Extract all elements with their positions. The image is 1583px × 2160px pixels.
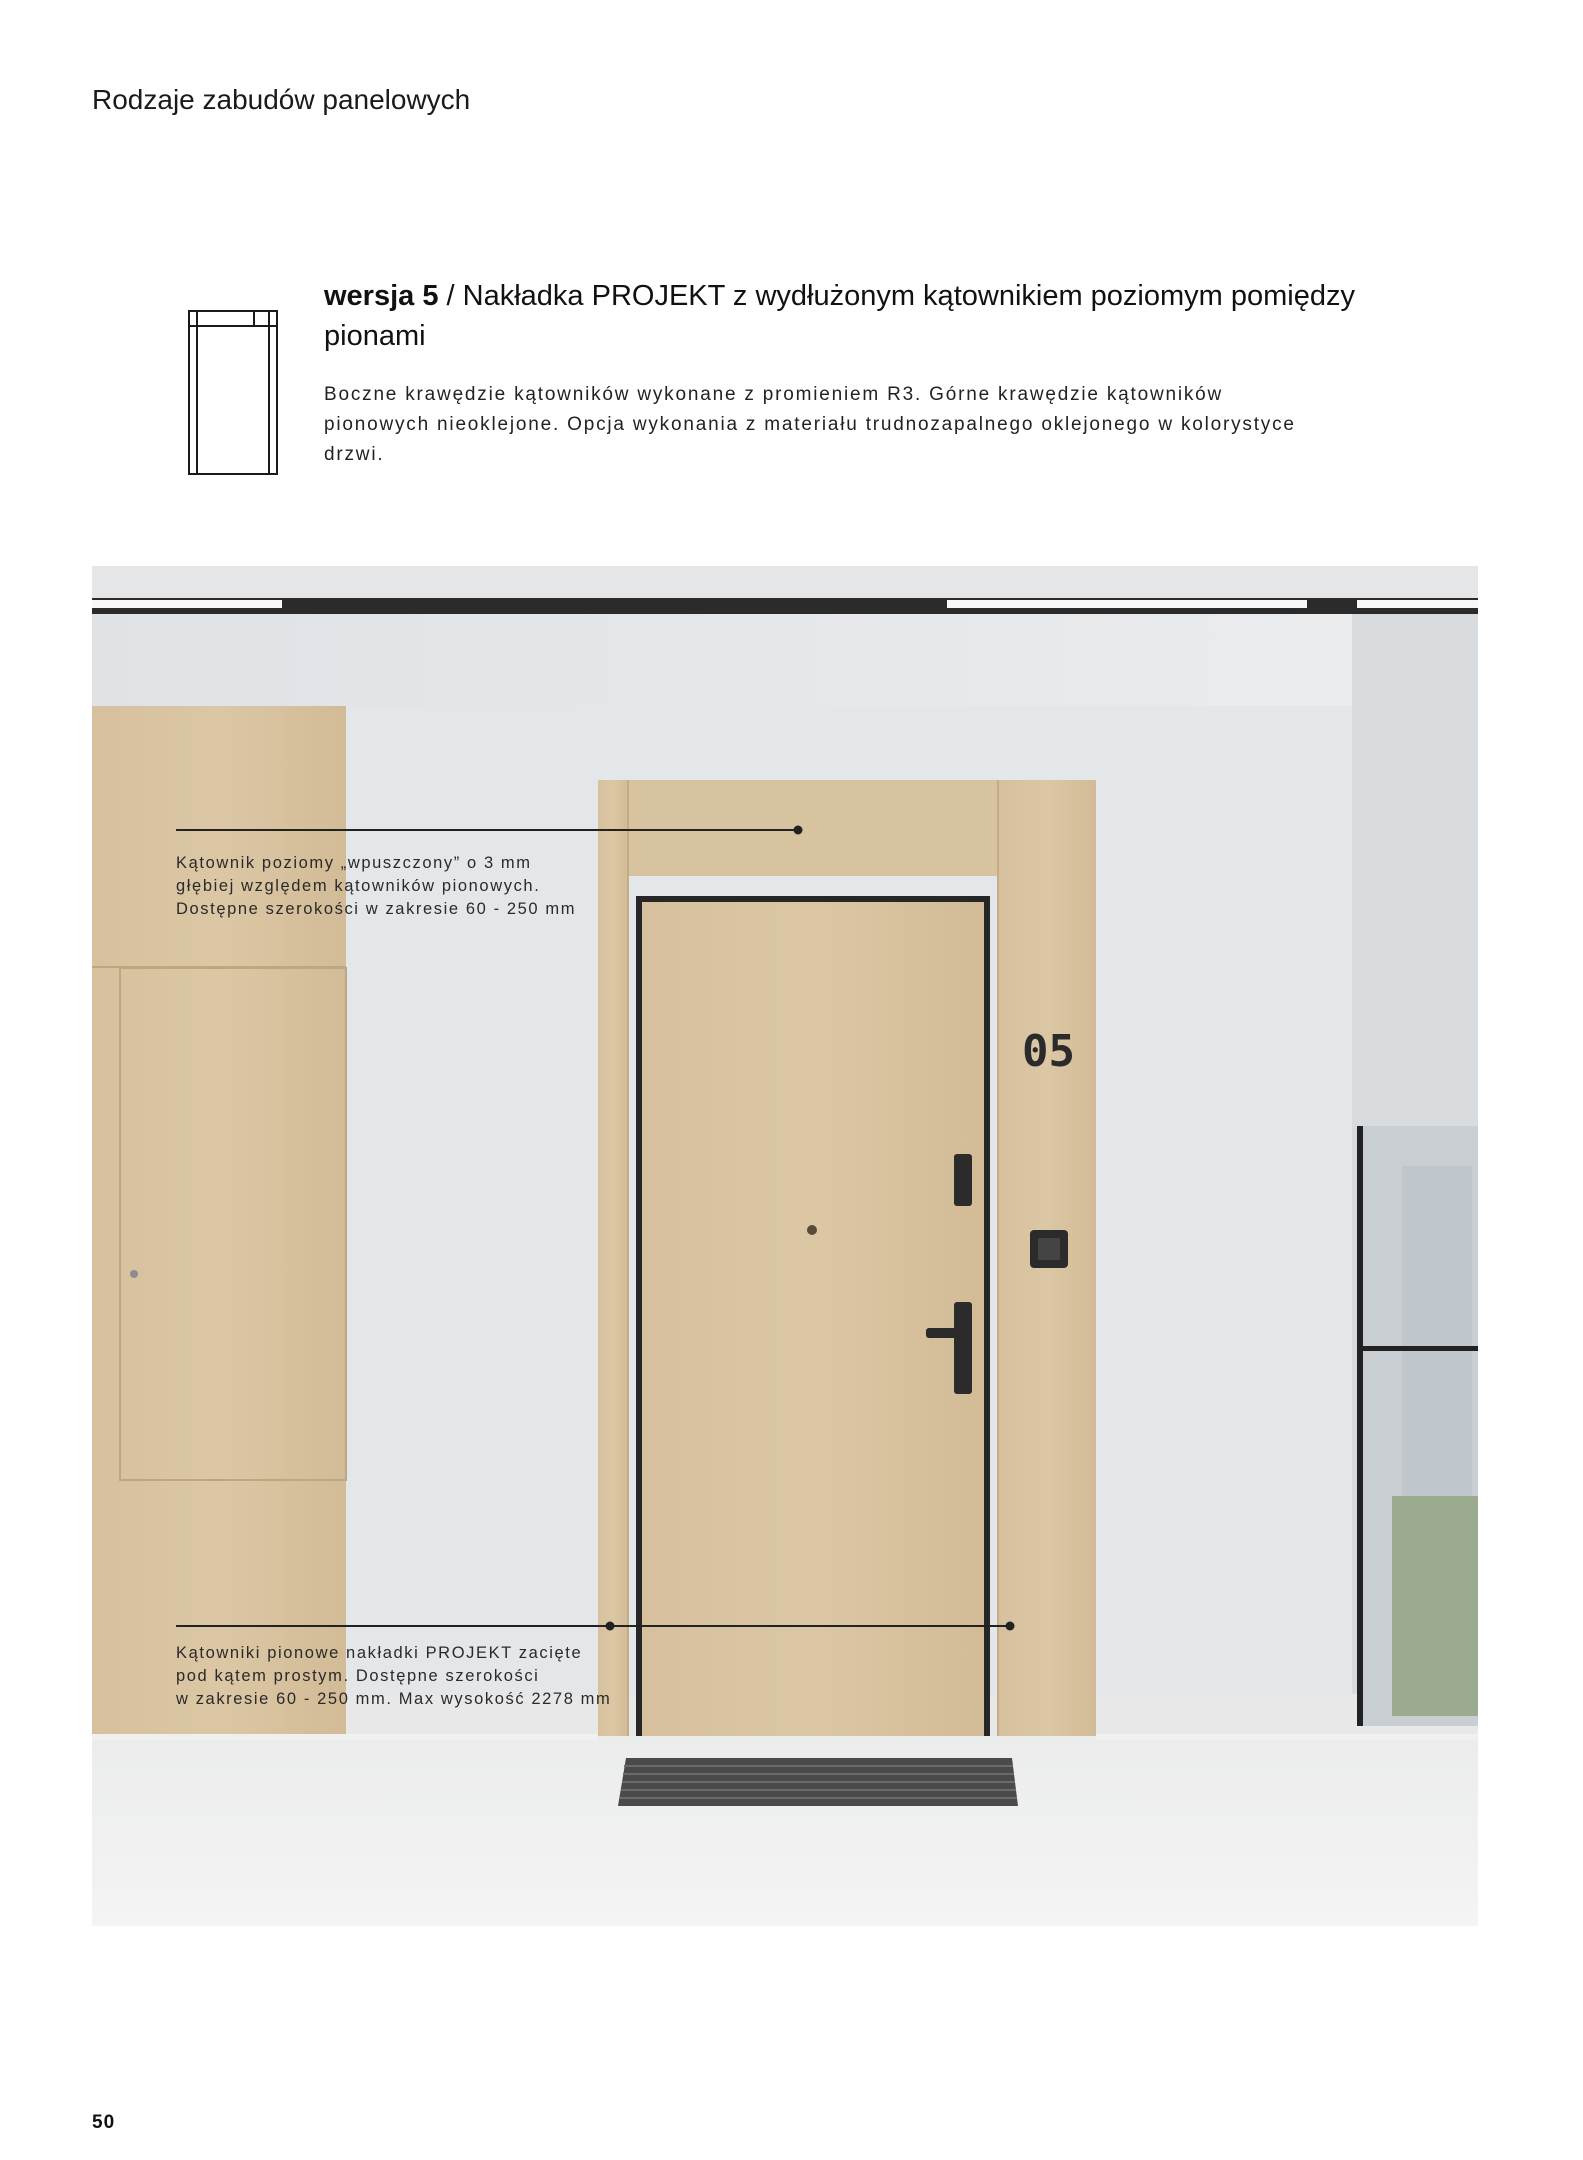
top-annotation-marker: [794, 826, 803, 835]
bottom-annotation-marker-right: [1006, 1622, 1015, 1631]
version-title: / Nakładka PROJEKT z wydłużonym kątownikiem poziomym pomiędzy pionami: [324, 280, 1355, 352]
door-scene-illustration: [92, 566, 1478, 1926]
bottom-annotation-marker-left: [606, 1622, 615, 1631]
vertical-angles-annotation: Kątowniki pionowe nakładki PROJEKT zacięte pod kątem prostym. Dostępne szerokości w zakresie 60 - 250 mm. Max wysokość 2278 mm: [176, 1644, 612, 1708]
door-frame-diagram-icon: [188, 310, 278, 475]
door-installation-photo: [92, 566, 1478, 1926]
horizontal-angle-annotation: Kątownik poziomy „wpuszczony” o 3 mm głębiej względem kątowników pionowych. Dostępne szerokości w zakresie 60 - 250 mm: [176, 854, 577, 918]
version-heading: [324, 276, 1364, 356]
section-title: Rodzaje zabudów panelowych: [92, 84, 471, 115]
version-description: Boczne krawędzie kątowników wykonane z promieniem R3. Górne krawędzie kątowników pionowych nieoklejone. Opcja wykonania z materiału trudnozapalnego oklejonego w kolorystyce drzwi.: [324, 384, 1296, 465]
door-number: 05: [1022, 1026, 1075, 1077]
version-label: wersja 5: [324, 280, 439, 312]
page-number: 50: [92, 2112, 116, 2133]
